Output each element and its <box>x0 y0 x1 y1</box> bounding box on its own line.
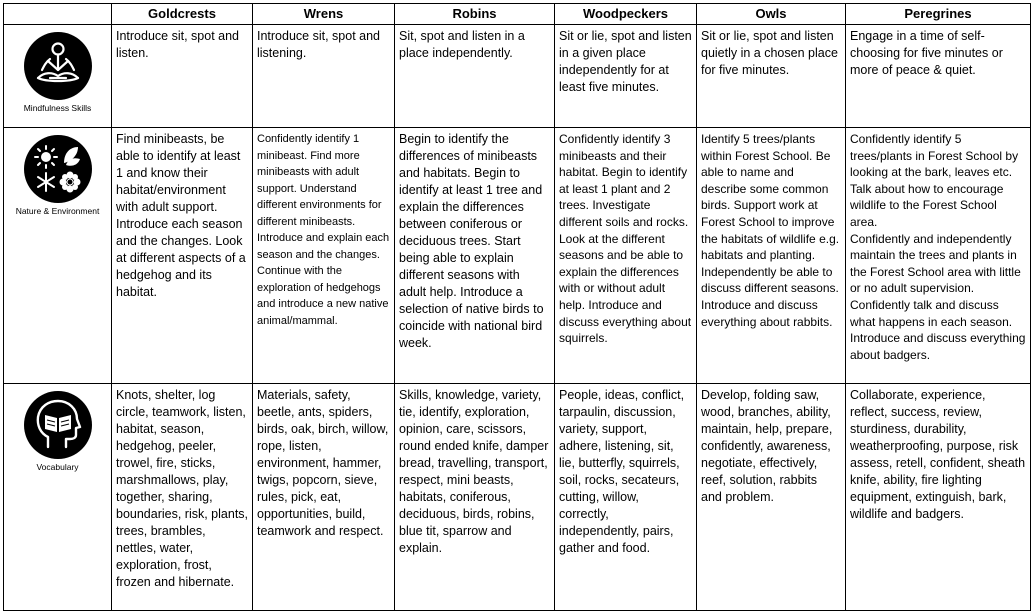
row-label-cell <box>4 25 112 128</box>
meditation-icon <box>24 32 92 100</box>
cell-vocab-wrens: Materials, safety, beetle, ants, spiders, birds, oak, birch, willow, rope, listen, environment, hammer, twigs, popcorn, sieve, rules, pick, eat, opportunities, build, teamwork and respect. <box>253 384 395 611</box>
cell-mindfulness-wrens: Introduce sit, spot and listening. <box>253 25 395 128</box>
row-mindfulness <box>4 25 1031 128</box>
cell-nature-robins: Begin to identify the differences of minibeasts and habitats. Begin to identify at least 1 tree and explain the differences between coniferous or deciduous trees. Start being able to explain different seasons with adult help. Introduce a selection of native birds to coincide with national bird week. <box>395 128 555 384</box>
cell-vocab-peregrines: Collaborate, experience, reflect, success, review, sturdiness, durability, weatherproofing, purpose, risk assess, retell, confident, sheath knife, ability, fire lighting equipment, extinguish, bark, wildlife and badgers. <box>846 384 1031 611</box>
curriculum-table <box>3 3 1031 611</box>
row-label: Mindfulness Skills <box>23 103 92 113</box>
header-corner <box>4 4 112 25</box>
header-wrens: Wrens <box>253 4 395 25</box>
cell-mindfulness-peregrines: Engage in a time of self-choosing for five minutes or more of peace & quiet. <box>846 25 1031 128</box>
row-label-cell <box>4 128 112 384</box>
cell-mindfulness-owls: Sit or lie, spot and listen quietly in a chosen place for five minutes. <box>697 25 846 128</box>
row-nature <box>4 128 1031 384</box>
cell-nature-owls: Identify 5 trees/plants within Forest School. Be able to name and describe some common birds. Support work at Forest School to improve the habitats of wildlife e.g. habitats and planting. Independently be able to discuss different seasons. Introduce and discuss everything about rabbits. <box>697 128 846 384</box>
cell-mindfulness-goldcrests: Introduce sit, spot and listen. <box>112 25 253 128</box>
header-woodpeckers: Woodpeckers <box>555 4 697 25</box>
cell-nature-woodpeckers: Confidently identify 3 minibeasts and their habitat. Begin to identify at least 1 plant and 2 trees. Investigate different soils and rocks. Look at the different seasons and be able to explain the differences with or without adult help. Introduce and discuss everything about squirrels. <box>555 128 697 384</box>
row-label: Vocabulary <box>36 462 79 472</box>
cell-nature-peregrines: Confidently identify 5 trees/plants in Forest School by looking at the bark, leaves etc. Talk about how to encourage wildlife to the Forest School area. Confidently and independently maintain the trees and plants in the Forest School area with little or no adult supervision. Confidently talk and discuss what happens in each season. Introduce and discuss everything about badgers. <box>846 128 1031 384</box>
header-peregrines: Peregrines <box>846 4 1031 25</box>
cell-nature-goldcrests: Find minibeasts, be able to identify at least 1 and know their habitat/environment with adult support. Introduce each season and the changes. Look at different aspects of a hedgehog and its habitat. <box>112 128 253 384</box>
row-label-cell <box>4 384 112 611</box>
cell-nature-wrens: Confidently identify 1 minibeast. Find more minibeasts with adult support. Understand different environments for different minibeasts. Introduce and explain each season and the changes. Continue with the exploration of hedgehogs and introduce a new native animal/mammal. <box>253 128 395 384</box>
cell-vocab-woodpeckers: People, ideas, conflict, tarpaulin, discussion, variety, support, adhere, listening, sit, lie, butterfly, squirrels, soil, rocks, secateurs, cutting, willow, correctly, independently, pairs, gather and food. <box>555 384 697 611</box>
cell-mindfulness-robins: Sit, spot and listen in a place independently. <box>395 25 555 128</box>
head-book-icon <box>24 391 92 459</box>
row-label: Nature & Environment <box>15 206 100 216</box>
header-goldcrests: Goldcrests <box>112 4 253 25</box>
nature-weather-icon <box>24 135 92 203</box>
cell-mindfulness-woodpeckers: Sit or lie, spot and listen in a given place independently for at least five minutes. <box>555 25 697 128</box>
header-owls: Owls <box>697 4 846 25</box>
row-vocabulary <box>4 384 1031 611</box>
cell-vocab-robins: Skills, knowledge, variety, tie, identify, exploration, opinion, care, scissors, round ended knife, damper bread, travelling, transport, respect, mini beasts, habitats, coniferous, deciduous, birds, robins, blue tit, sparrow and explain. <box>395 384 555 611</box>
header-robins: Robins <box>395 4 555 25</box>
header-row <box>4 4 1031 25</box>
cell-vocab-owls: Develop, folding saw, wood, branches, ability, maintain, help, prepare, confidently, awareness, negotiate, effectively, reef, solution, rabbits and problem. <box>697 384 846 611</box>
cell-vocab-goldcrests: Knots, shelter, log circle, teamwork, listen, habitat, season, hedgehog, peeler, trowel, fire, sticks, marshmallows, play, together, sharing, boundaries, risk, plants, trees, brambles, nettles, water, exploration, frost, frozen and hibernate. <box>112 384 253 611</box>
